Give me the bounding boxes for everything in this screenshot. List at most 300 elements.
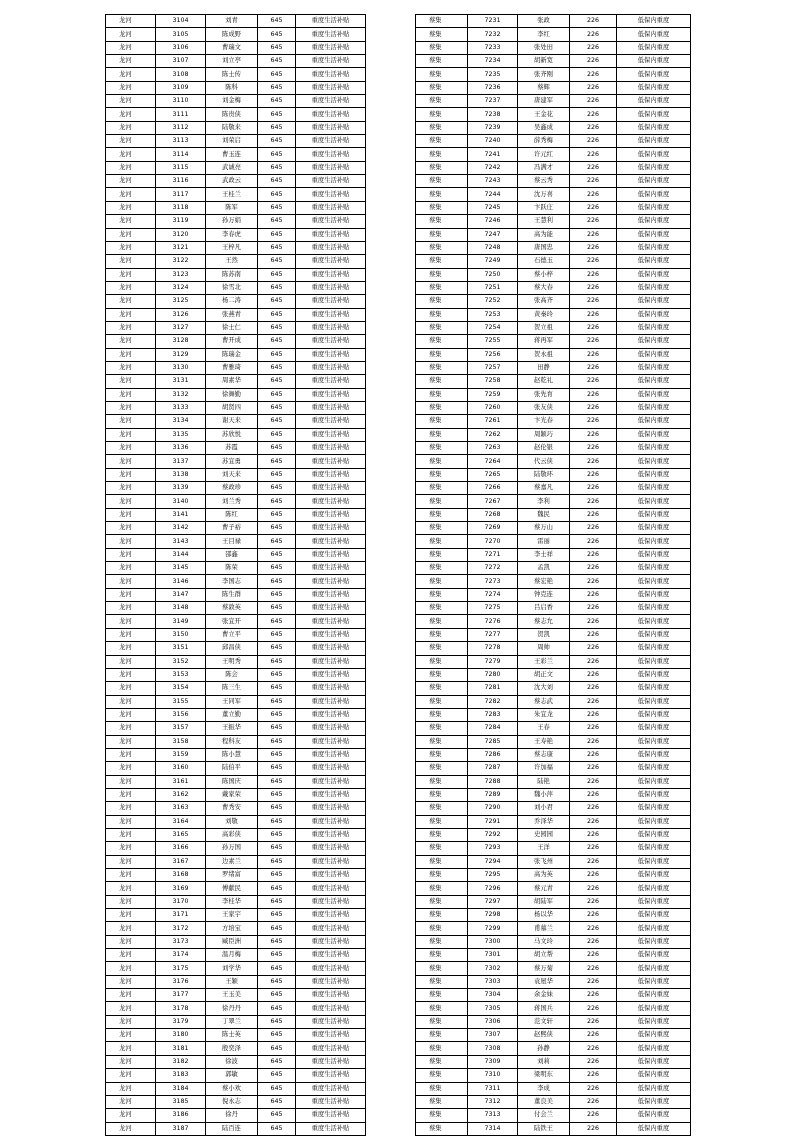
serial-number-cell: 3133 [156, 401, 206, 414]
amount-cell: 645 [258, 121, 296, 134]
subsidy-type-cell: 重度生活补贴 [296, 135, 366, 148]
serial-number-cell: 3121 [156, 241, 206, 254]
subsidy-type-cell: 低保内重度 [617, 255, 691, 268]
table-row [416, 575, 691, 588]
serial-number-cell: 3145 [156, 562, 206, 575]
table-row [106, 228, 366, 241]
name-cell: 王玉美 [206, 989, 258, 1002]
serial-number-cell: 3105 [156, 28, 206, 41]
name-cell: 曹玉连 [206, 148, 258, 161]
subsidy-type-cell: 低保内重度 [617, 615, 691, 628]
subsidy-type-cell: 重度生活补贴 [296, 655, 366, 668]
subsidy-type-cell: 低保内重度 [617, 935, 691, 948]
subsidy-type-cell: 重度生活补贴 [296, 828, 366, 841]
table-row [416, 588, 691, 601]
name-cell: 卞跃庄 [518, 201, 570, 214]
name-cell: 苏宜勇 [206, 455, 258, 468]
amount-cell: 226 [570, 1015, 617, 1028]
name-cell: 高为能 [518, 228, 570, 241]
amount-cell: 645 [258, 949, 296, 962]
table-row [106, 68, 366, 81]
table-row [106, 815, 366, 828]
subsidy-type-cell: 重度生活补贴 [296, 1042, 366, 1055]
name-cell: 方培宝 [206, 922, 258, 935]
serial-number-cell: 7309 [468, 1055, 518, 1068]
name-cell: 曹立平 [206, 628, 258, 641]
area-cell: 蔡集 [416, 722, 468, 735]
table-row [416, 308, 691, 321]
area-cell: 蔡集 [416, 308, 468, 321]
amount-cell: 645 [258, 428, 296, 441]
subsidy-type-cell: 重度生活补贴 [296, 935, 366, 948]
serial-number-cell: 7293 [468, 842, 518, 855]
amount-cell: 645 [258, 695, 296, 708]
subsidy-type-cell: 低保内重度 [617, 508, 691, 521]
name-cell: 罗绪富 [206, 869, 258, 882]
table-row [416, 695, 691, 708]
subsidy-type-cell: 重度生活补贴 [296, 668, 366, 681]
subsidy-type-cell: 重度生活补贴 [296, 55, 366, 68]
table-row [416, 15, 691, 28]
subsidy-type-cell: 重度生活补贴 [296, 68, 366, 81]
name-cell: 高为英 [518, 869, 570, 882]
area-cell: 龙河 [106, 522, 156, 535]
serial-number-cell: 3113 [156, 135, 206, 148]
area-cell: 龙河 [106, 175, 156, 188]
amount-cell: 645 [258, 188, 296, 201]
table-row [106, 962, 366, 975]
name-cell: 蔡辉 [518, 81, 570, 94]
name-cell: 温月梅 [206, 949, 258, 962]
table-row [416, 335, 691, 348]
area-cell: 龙河 [106, 562, 156, 575]
table-row [416, 682, 691, 695]
serial-number-cell: 3162 [156, 788, 206, 801]
table-row [416, 1109, 691, 1122]
table-row [106, 15, 366, 28]
table-row [106, 869, 366, 882]
table-row [106, 522, 366, 535]
subsidy-type-cell: 低保内重度 [617, 148, 691, 161]
subsidy-type-cell: 低保内重度 [617, 695, 691, 708]
name-cell: 蔡志允 [518, 615, 570, 628]
serial-number-cell: 7291 [468, 815, 518, 828]
serial-number-cell: 3150 [156, 628, 206, 641]
subsidy-type-cell: 低保内重度 [617, 335, 691, 348]
subsidy-type-cell: 低保内重度 [617, 442, 691, 455]
subsidy-type-cell: 低保内重度 [617, 468, 691, 481]
amount-cell: 645 [258, 748, 296, 761]
area-cell: 蔡集 [416, 508, 468, 521]
amount-cell: 226 [570, 68, 617, 81]
amount-cell: 226 [570, 975, 617, 988]
name-cell: 沈大刘 [518, 682, 570, 695]
area-cell: 龙河 [106, 348, 156, 361]
amount-cell: 226 [570, 962, 617, 975]
name-cell: 周帅 [518, 642, 570, 655]
name-cell: 张齐刚 [518, 68, 570, 81]
table-row [416, 95, 691, 108]
subsidy-type-cell: 重度生活补贴 [296, 375, 366, 388]
amount-cell: 645 [258, 655, 296, 668]
table-row [106, 241, 366, 254]
serial-number-cell: 7254 [468, 321, 518, 334]
table-row [416, 321, 691, 334]
subsidy-type-cell: 低保内重度 [617, 1029, 691, 1042]
subsidy-type-cell: 低保内重度 [617, 95, 691, 108]
subsidy-type-cell: 低保内重度 [617, 428, 691, 441]
serial-number-cell: 7290 [468, 802, 518, 815]
subsidy-type-cell: 重度生活补贴 [296, 1029, 366, 1042]
serial-number-cell: 7283 [468, 708, 518, 721]
subsidy-type-cell: 重度生活补贴 [296, 682, 366, 695]
area-cell: 龙河 [106, 882, 156, 895]
amount-cell: 226 [570, 602, 617, 615]
area-cell: 龙河 [106, 81, 156, 94]
subsidy-type-cell: 低保内重度 [617, 415, 691, 428]
amount-cell: 645 [258, 335, 296, 348]
amount-cell: 226 [570, 748, 617, 761]
area-cell: 龙河 [106, 321, 156, 334]
subsidy-type-cell: 重度生活补贴 [296, 215, 366, 228]
name-cell: 王同军 [206, 695, 258, 708]
amount-cell: 645 [258, 361, 296, 374]
serial-number-cell: 3178 [156, 1002, 206, 1015]
amount-cell: 645 [258, 628, 296, 641]
area-cell: 蔡集 [416, 228, 468, 241]
amount-cell: 645 [258, 135, 296, 148]
subsidy-type-cell: 重度生活补贴 [296, 882, 366, 895]
roster-table-right [415, 14, 691, 1136]
name-cell: 杨二涛 [206, 295, 258, 308]
serial-number-cell: 3148 [156, 602, 206, 615]
area-cell: 龙河 [106, 668, 156, 681]
serial-number-cell: 3129 [156, 348, 206, 361]
subsidy-type-cell: 低保内重度 [617, 161, 691, 174]
subsidy-type-cell: 重度生活补贴 [296, 1069, 366, 1082]
amount-cell: 645 [258, 522, 296, 535]
name-cell: 陈科 [206, 81, 258, 94]
serial-number-cell: 7261 [468, 415, 518, 428]
table-row [416, 401, 691, 414]
subsidy-type-cell: 重度生活补贴 [296, 428, 366, 441]
area-cell: 龙河 [106, 161, 156, 174]
serial-number-cell: 3122 [156, 255, 206, 268]
name-cell: 胡陆军 [518, 895, 570, 908]
table-row [416, 361, 691, 374]
amount-cell: 226 [570, 321, 617, 334]
serial-number-cell: 7273 [468, 575, 518, 588]
table-row [106, 975, 366, 988]
serial-number-cell: 3187 [156, 1122, 206, 1135]
area-cell: 蔡集 [416, 68, 468, 81]
amount-cell: 226 [570, 442, 617, 455]
serial-number-cell: 3112 [156, 121, 206, 134]
serial-number-cell: 3183 [156, 1069, 206, 1082]
area-cell: 蔡集 [416, 255, 468, 268]
name-cell: 董良美 [518, 1095, 570, 1108]
table-row [106, 1055, 366, 1068]
subsidy-type-cell: 重度生活补贴 [296, 161, 366, 174]
serial-number-cell: 3177 [156, 989, 206, 1002]
table-row [106, 108, 366, 121]
subsidy-type-cell: 低保内重度 [617, 962, 691, 975]
amount-cell: 645 [258, 855, 296, 868]
serial-number-cell: 7299 [468, 922, 518, 935]
subsidy-type-cell: 重度生活补贴 [296, 1002, 366, 1015]
amount-cell: 226 [570, 522, 617, 535]
subsidy-type-cell: 重度生活补贴 [296, 735, 366, 748]
subsidy-type-cell: 重度生活补贴 [296, 482, 366, 495]
amount-cell: 645 [258, 401, 296, 414]
amount-cell: 226 [570, 401, 617, 414]
area-cell: 龙河 [106, 962, 156, 975]
subsidy-type-cell: 低保内重度 [617, 1109, 691, 1122]
subsidy-type-cell: 低保内重度 [617, 708, 691, 721]
serial-number-cell: 3180 [156, 1029, 206, 1042]
name-cell: 曹雅琦 [206, 361, 258, 374]
subsidy-type-cell: 重度生活补贴 [296, 548, 366, 561]
name-cell: 范文轩 [518, 1015, 570, 1028]
amount-cell: 645 [258, 148, 296, 161]
amount-cell: 645 [258, 228, 296, 241]
serial-number-cell: 7248 [468, 241, 518, 254]
serial-number-cell: 7294 [468, 855, 518, 868]
serial-number-cell: 7289 [468, 788, 518, 801]
serial-number-cell: 3127 [156, 321, 206, 334]
area-cell: 龙河 [106, 935, 156, 948]
name-cell: 王桂兰 [206, 188, 258, 201]
area-cell: 龙河 [106, 535, 156, 548]
subsidy-type-cell: 低保内重度 [617, 975, 691, 988]
subsidy-type-cell: 重度生活补贴 [296, 708, 366, 721]
name-cell: 张燕青 [206, 308, 258, 321]
name-cell: 薛秀梅 [518, 135, 570, 148]
table-row [416, 975, 691, 988]
amount-cell: 226 [570, 668, 617, 681]
area-cell: 蔡集 [416, 562, 468, 575]
table-row [106, 882, 366, 895]
amount-cell: 645 [258, 828, 296, 841]
subsidy-type-cell: 低保内重度 [617, 375, 691, 388]
amount-cell: 645 [258, 962, 296, 975]
subsidy-type-cell: 低保内重度 [617, 922, 691, 935]
name-cell: 徐舞勤 [206, 388, 258, 401]
serial-number-cell: 7237 [468, 95, 518, 108]
name-cell: 甫慕兰 [518, 922, 570, 935]
area-cell: 龙河 [106, 388, 156, 401]
serial-number-cell: 3126 [156, 308, 206, 321]
amount-cell: 226 [570, 41, 617, 54]
area-cell: 蔡集 [416, 1029, 468, 1042]
area-cell: 龙河 [106, 415, 156, 428]
amount-cell: 226 [570, 1029, 617, 1042]
area-cell: 龙河 [106, 482, 156, 495]
name-cell: 董立勤 [206, 708, 258, 721]
subsidy-type-cell: 低保内重度 [617, 815, 691, 828]
roster-table-left-body [106, 15, 366, 1136]
table-row [416, 775, 691, 788]
area-cell: 龙河 [106, 455, 156, 468]
area-cell: 蔡集 [416, 788, 468, 801]
serial-number-cell: 7282 [468, 695, 518, 708]
table-row [106, 668, 366, 681]
table-row [106, 788, 366, 801]
amount-cell: 645 [258, 1095, 296, 1108]
area-cell: 蔡集 [416, 522, 468, 535]
amount-cell: 645 [258, 308, 296, 321]
table-row [416, 815, 691, 828]
table-row [416, 1095, 691, 1108]
serial-number-cell: 3159 [156, 748, 206, 761]
name-cell: 王寿艳 [518, 735, 570, 748]
table-row [106, 588, 366, 601]
name-cell: 邵鑫 [206, 548, 258, 561]
area-cell: 蔡集 [416, 922, 468, 935]
subsidy-type-cell: 低保内重度 [617, 1055, 691, 1068]
table-row [106, 335, 366, 348]
area-cell: 龙河 [106, 1029, 156, 1042]
amount-cell: 645 [258, 295, 296, 308]
area-cell: 蔡集 [416, 28, 468, 41]
subsidy-type-cell: 低保内重度 [617, 562, 691, 575]
amount-cell: 645 [258, 321, 296, 334]
subsidy-type-cell: 低保内重度 [617, 15, 691, 28]
amount-cell: 226 [570, 1002, 617, 1015]
area-cell: 龙河 [106, 55, 156, 68]
table-row [106, 95, 366, 108]
table-row [416, 135, 691, 148]
name-cell: 李桂华 [206, 895, 258, 908]
subsidy-type-cell: 重度生活补贴 [296, 281, 366, 294]
amount-cell: 645 [258, 455, 296, 468]
area-cell: 龙河 [106, 1082, 156, 1095]
area-cell: 蔡集 [416, 535, 468, 548]
name-cell: 胡贤四 [206, 401, 258, 414]
amount-cell: 226 [570, 655, 617, 668]
area-cell: 龙河 [106, 695, 156, 708]
subsidy-type-cell: 重度生活补贴 [296, 975, 366, 988]
amount-cell: 226 [570, 375, 617, 388]
table-row [416, 161, 691, 174]
table-row [106, 508, 366, 521]
table-row [416, 442, 691, 455]
table-row [106, 695, 366, 708]
amount-cell: 645 [258, 28, 296, 41]
area-cell: 蔡集 [416, 775, 468, 788]
table-row [416, 81, 691, 94]
subsidy-type-cell: 重度生活补贴 [296, 762, 366, 775]
subsidy-type-cell: 低保内重度 [617, 855, 691, 868]
area-cell: 龙河 [106, 842, 156, 855]
table-row [416, 121, 691, 134]
table-row [106, 909, 366, 922]
area-cell: 龙河 [106, 655, 156, 668]
area-cell: 蔡集 [416, 348, 468, 361]
amount-cell: 645 [258, 682, 296, 695]
subsidy-type-cell: 低保内重度 [617, 775, 691, 788]
area-cell: 龙河 [106, 615, 156, 628]
area-cell: 蔡集 [416, 855, 468, 868]
area-cell: 蔡集 [416, 882, 468, 895]
amount-cell: 226 [570, 175, 617, 188]
serial-number-cell: 7312 [468, 1095, 518, 1108]
area-cell: 蔡集 [416, 241, 468, 254]
amount-cell: 226 [570, 562, 617, 575]
amount-cell: 226 [570, 295, 617, 308]
subsidy-type-cell: 低保内重度 [617, 909, 691, 922]
subsidy-type-cell: 重度生活补贴 [296, 535, 366, 548]
subsidy-type-cell: 低保内重度 [617, 55, 691, 68]
amount-cell: 226 [570, 428, 617, 441]
name-cell: 刘莉 [518, 1055, 570, 1068]
name-cell: 胡正文 [518, 668, 570, 681]
serial-number-cell: 7233 [468, 41, 518, 54]
area-cell: 龙河 [106, 602, 156, 615]
name-cell: 谢天来 [206, 415, 258, 428]
serial-number-cell: 7258 [468, 375, 518, 388]
area-cell: 龙河 [106, 281, 156, 294]
name-cell: 沈万喜 [518, 188, 570, 201]
name-cell: 贺永祖 [518, 348, 570, 361]
amount-cell: 645 [258, 548, 296, 561]
table-row [106, 535, 366, 548]
serial-number-cell: 7275 [468, 602, 518, 615]
table-row [416, 28, 691, 41]
subsidy-type-cell: 低保内重度 [617, 1122, 691, 1135]
amount-cell: 226 [570, 121, 617, 134]
subsidy-type-cell: 低保内重度 [617, 1002, 691, 1015]
serial-number-cell: 7284 [468, 722, 518, 735]
serial-number-cell: 7314 [468, 1122, 518, 1135]
table-row [106, 281, 366, 294]
table-row [416, 882, 691, 895]
name-cell: 史园园 [518, 828, 570, 841]
area-cell: 龙河 [106, 148, 156, 161]
name-cell: 蔡宏艳 [518, 575, 570, 588]
subsidy-type-cell: 低保内重度 [617, 68, 691, 81]
name-cell: 胡新宽 [518, 55, 570, 68]
name-cell: 刘青 [206, 15, 258, 28]
serial-number-cell: 7274 [468, 588, 518, 601]
name-cell: 李士祥 [518, 548, 570, 561]
amount-cell: 645 [258, 68, 296, 81]
amount-cell: 226 [570, 695, 617, 708]
amount-cell: 226 [570, 255, 617, 268]
table-row [416, 828, 691, 841]
area-cell: 蔡集 [416, 188, 468, 201]
table-row [106, 81, 366, 94]
amount-cell: 645 [258, 869, 296, 882]
amount-cell: 226 [570, 642, 617, 655]
amount-cell: 226 [570, 949, 617, 962]
subsidy-type-cell: 重度生活补贴 [296, 562, 366, 575]
name-cell: 吴鑫成 [518, 121, 570, 134]
name-cell: 王颖 [206, 975, 258, 988]
table-row [106, 922, 366, 935]
table-row [416, 148, 691, 161]
serial-number-cell: 7245 [468, 201, 518, 214]
subsidy-type-cell: 低保内重度 [617, 241, 691, 254]
table-row [416, 215, 691, 228]
area-cell: 龙河 [106, 335, 156, 348]
amount-cell: 226 [570, 628, 617, 641]
amount-cell: 226 [570, 28, 617, 41]
area-cell: 龙河 [106, 802, 156, 815]
subsidy-type-cell: 低保内重度 [617, 522, 691, 535]
area-cell: 蔡集 [416, 962, 468, 975]
amount-cell: 226 [570, 508, 617, 521]
